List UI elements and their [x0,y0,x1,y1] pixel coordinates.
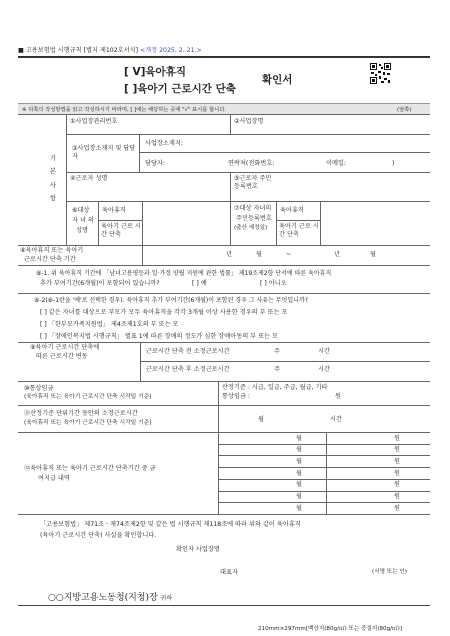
payment-row-divider [218,491,430,492]
title-option-reduction[interactable]: [ ]육아기 근로시간 단축 [124,83,236,95]
title-option-leave[interactable]: [ V]육아휴직 [124,66,186,78]
unit-period-month: 월 [258,416,264,423]
period-month-start[interactable]: 월 [256,251,262,258]
payment-row-divider [218,444,430,445]
address-manager-label: ③사업장소재지 및 담당자 [72,145,136,161]
q8-1-text-2: 추가 부여기간(6개월)이 포함되어 있습니까? [40,280,160,287]
child-id-label-2: 주민등록번호 [236,215,272,222]
q8-2-option-3[interactable]: [ ] 「장애인복지법 시행규칙」 별표 1에 따른 장애의 정도가 심한 장애아동의 부 또는 모 [40,333,278,340]
period-label-1: ⑧육아휴직 또는 육아기 [20,247,84,254]
section-basic-info-label: 기 본 사 항 [49,154,57,203]
wage-amount-label: 통상임금 : [222,393,250,400]
hours-before-week: 주 [274,348,280,355]
payment-month[interactable]: 월 [296,469,302,477]
hours-after-unit: 시간 [318,366,330,373]
payment-amount[interactable]: 원 [394,469,400,477]
payment-amount[interactable]: 원 [394,504,400,512]
legal-basis: ■ 고용보험법 시행규칙 [별지 제102호서식] <개정 2025. 2. 21.> [18,47,202,54]
child-id-label-3: (출산 예정일) [234,225,268,231]
payment-row-divider [218,502,430,503]
wage-won: 원 [335,393,341,400]
phone-label: 연락처(전화번호: [228,160,275,167]
period-tilde: ~ [286,251,292,258]
payment-month[interactable]: 월 [296,446,302,454]
qr-code-icon [369,62,392,85]
payment-amount[interactable]: 원 [394,493,400,500]
child-name-label-1: ⑥대상 [72,207,90,214]
wage-label-2: (육아휴직 또는 육아기 근로시간 단축 시작일 기준) [24,394,152,400]
hours-change-label-1: ⑨육아기 근로시간 단축에 [30,344,100,351]
payment-amount[interactable]: 원 [394,446,400,454]
declaration-line-1: 「고용보험법」 제71조ㆍ제74조제2항 및 같은 법 시행규칙 제118조에 따라 위와 같이 육아휴직 [40,521,301,528]
unit-period-hours: 시간 [330,416,342,423]
hours-after-label: 근로시간 단축 후 소정근로시간 [146,366,230,373]
workplace-mgmt-no-label: ①사업장관리번호 [70,118,118,125]
instructions-notice: ※ 뒤쪽의 작성방법을 읽고 작성하시기 바라며, [ ]에는 해당하는 곳에 "√" 표시를 합니다. [22,107,227,113]
period-label-2: 근로시간 단축 기간 [24,256,76,263]
wage-standard[interactable]: 산정기준 : 시급, 일급, 주급, 월급, 기타 [222,384,328,391]
period-year-end[interactable]: 년 [334,251,340,258]
q8-2-option-1[interactable]: [ ] 같은 자녀를 대상으로 부모가 모두 육아휴직을 각각 3개월 이상 사용한 경우의 부 또는 모 [40,309,288,316]
child-name-label-2: 자 녀 의 [72,217,94,224]
q8-1-text-1: ⑧-1. 위 육아휴직 기간에 「남녀고용평등과 일·가정 양립 지원에 관한 법률」 제19조제2항 단서에 따른 육아휴직 [36,270,332,277]
hours-change-label-2: 따른 근로시간 변동 [36,353,88,360]
child-leave-label: 육아휴직 [102,207,126,214]
hours-before-unit: 시간 [318,348,330,355]
payment-month[interactable]: 월 [296,481,302,489]
paper-spec-footer: 210mm×297mm[백상지(80g/㎡) 또는 중질지(80g/㎡)] [258,626,403,632]
confirmer-workplace-label: 확인자 사업장명 [176,546,220,553]
child-id-label-1: ⑦대상 자녀의 [234,205,272,212]
labor-office-addressee: ○○지방고용노동청(지청)장 귀하 [48,593,173,603]
manager-label: 담당자: [145,160,166,167]
payment-month[interactable]: 월 [296,434,302,442]
q8-2-text: ⑧-2(⑧-1란을 '예'로 선택한 경우). 육아휴직 추가 부여기간(6개월)이 포함된 경우 그 사유는 무엇입니까? [34,297,308,304]
representative-label: 대표자 [220,569,238,576]
form-title: 확인서 [262,74,293,86]
payment-month[interactable]: 월 [296,493,302,500]
unit-period-label-2: (육아휴직 또는 육아기 근로시간 단축 시작일 기준) [24,420,152,426]
worker-name-label: ④근로자 성명 [70,175,108,182]
payment-row-divider [218,479,430,480]
q8-1-yes-checkbox[interactable]: [ ] 예 [192,280,207,287]
child-leave-label-2: 육아휴직 [280,207,304,214]
hours-before-label: 근로시간 단축 전 소정근로시간 [146,348,230,355]
email-label: 이메일: [326,160,347,167]
payments-label-2: 여지급 내역 [38,475,70,482]
unit-period-label-1: ⑪산정기준 단위기간 동안의 소정근로시간 [24,410,138,417]
payment-amount[interactable]: 원 [394,434,400,442]
amendment-date: <개정 2025. 2. 21.> [139,47,202,54]
child-name-label-3: 성명 [76,227,88,234]
payments-label-1: ⑫육아휴직 또는 육아기 근로시간 단축기간 중 금 [24,465,156,472]
payment-row-divider [218,455,430,456]
signature-label[interactable]: (서명 또는 인) [372,569,407,575]
wage-label-1: ⑩통상임금 [24,385,54,392]
child-reduction-label-2: 육아기 근로 시간 단축 [279,223,319,239]
payment-amount[interactable]: 원 [394,481,400,489]
email-close: ) [392,160,395,167]
q8-1-no-checkbox[interactable]: [ ] 아니오 [260,280,287,287]
payment-month[interactable]: 월 [296,504,302,512]
payment-row-divider [218,467,430,468]
child-reduction-label: 육아기 근로 시간 단축 [101,223,141,239]
q8-2-option-2[interactable]: [ ] 「한부모가족지원법」 제4조제1호의 부 또는 모 [40,321,179,328]
address-label: 사업장소재지: [145,140,183,147]
period-month-end[interactable]: 월 [370,251,376,258]
payment-amount[interactable]: 원 [394,457,400,465]
page-side: (앞쪽) [397,107,412,113]
period-year-start[interactable]: 년 [226,251,232,258]
hours-after-week: 주 [274,366,280,373]
payment-month[interactable]: 월 [296,457,302,465]
worker-id-label: ⑤근로자 주민등록번호 [234,175,272,191]
declaration-line-2: (육아기 근로시간 단축) 사실을 확인합니다. [40,532,157,539]
workplace-name-label: ②사업장명 [234,118,264,125]
